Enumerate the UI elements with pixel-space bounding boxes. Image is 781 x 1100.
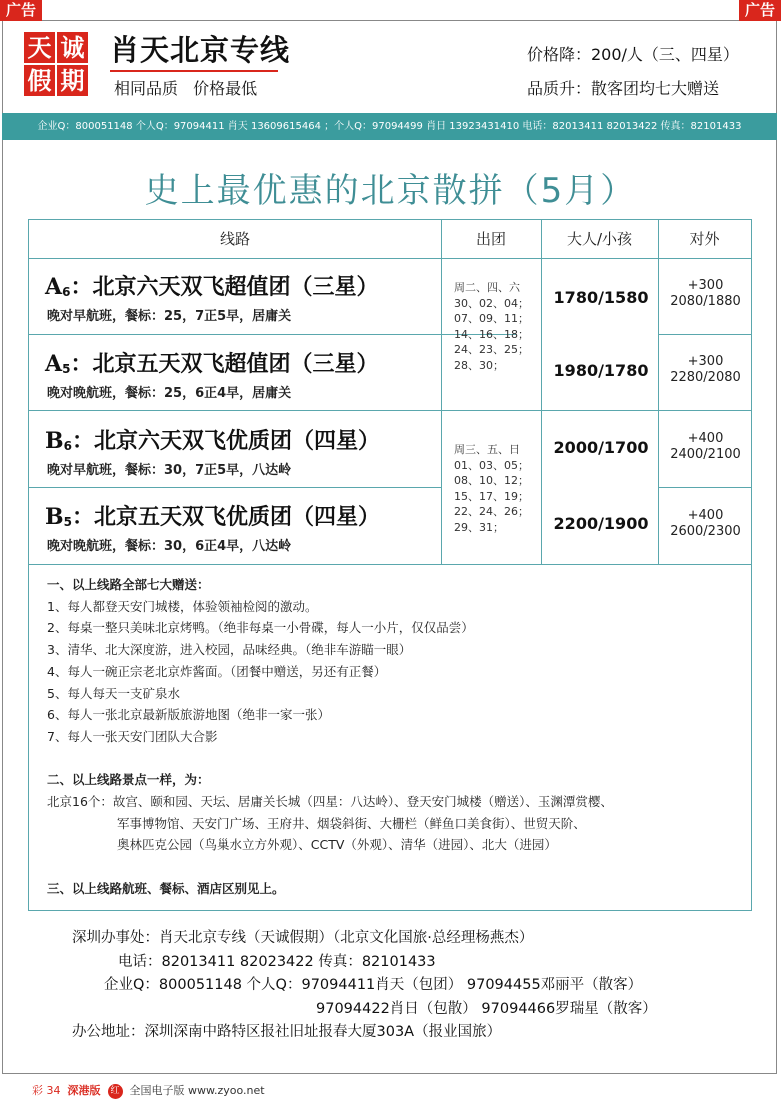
office-qq: 企业Q：800051148 个人Q：97094411肖天（包团） 97094455邓丽平（散客）	[104, 977, 643, 993]
route-name	[45, 270, 378, 301]
route-title: ：北京六天双飞超值团（三星）	[70, 275, 379, 300]
gift-heading: 一、以上线路全部七大赠送：	[47, 577, 210, 592]
table-rule	[29, 258, 751, 259]
route-code: B	[45, 428, 64, 454]
extra-surcharge: +300	[687, 278, 724, 293]
site-link[interactable]: 全国电子版 www.zyoo.net	[129, 1084, 265, 1097]
route-extra	[658, 278, 753, 310]
extra-price: 2280/2080	[670, 370, 741, 385]
office-info	[72, 927, 657, 1045]
column-header-external: 对外	[689, 230, 720, 248]
office-name: 深圳办事处：肖天北京专线（天诚假期）（北京文化国旅·总经理杨燕杰）	[72, 930, 534, 946]
column-header-route: 线路	[219, 230, 250, 248]
route-extra	[658, 431, 753, 463]
date-line: 22、24、26；	[454, 505, 529, 518]
route-notes	[47, 574, 737, 900]
date-line: 14、16、18；	[454, 327, 529, 341]
extra-price: 2600/2300	[670, 524, 741, 539]
table-rule	[29, 564, 751, 565]
date-line: 07、09、11；	[454, 312, 529, 325]
route-price: 1980/1780	[553, 361, 649, 380]
route-desc: 晚对晚航班，餐标：25，6正4早，居庸关	[47, 386, 292, 401]
route-price: 2000/1700	[553, 438, 649, 457]
date-line: 24、23、25；	[454, 343, 529, 356]
logo-char: 天	[24, 32, 55, 63]
brand-underline	[110, 70, 278, 72]
sights-line: 军事博物馆、天安门广场、王府井、烟袋斜街、大栅栏（鲜鱼口美食街）、世贸天阶、	[117, 815, 586, 831]
brand-name: 肖天北京专线	[110, 33, 291, 67]
difference-note: 三、以上线路航班、餐标、酒店区别见上。	[47, 880, 285, 896]
date-line: 周三、五、日	[454, 443, 520, 456]
table-rule	[658, 334, 751, 335]
table-rule	[658, 487, 751, 488]
date-line: 周二、四、六	[454, 281, 520, 294]
quality-info: 品质升：散客团均七大赠送	[527, 79, 720, 98]
gift-item: 4、每人一碗正宗老北京炸酱面。（团餐中赠送，另还有正餐）	[47, 663, 387, 679]
route-price: 1780/1580	[553, 288, 649, 307]
gift-item: 7、每人一张天安门团队大合影	[47, 728, 218, 744]
office-address: 办公地址：深圳深南中路特区报社旧址报春大厦303A（报业国旅）	[72, 1024, 502, 1040]
date-line: 29、31；	[454, 520, 504, 534]
route-name	[45, 500, 380, 531]
extra-surcharge: +400	[687, 508, 724, 523]
extra-price: 2400/2100	[670, 447, 741, 462]
gift-item: 3、清华、北大深度游，进入校园，品味经典。（绝非车游瞄一眼）	[47, 642, 412, 658]
route-desc: 晚对晚航班，餐标：30，6正4早，八达岭	[47, 539, 292, 554]
page-number: 彩 34	[32, 1084, 61, 1097]
route-title: ：北京五天双飞优质团（四星）	[71, 505, 380, 530]
route-code: B	[45, 504, 64, 530]
extra-surcharge: +400	[687, 431, 724, 446]
date-line: 01、03、05；	[454, 458, 529, 472]
table-rule	[541, 220, 542, 564]
departure-dates-a	[454, 280, 540, 373]
date-line: 15、17、19；	[454, 489, 529, 503]
route-title: ：北京六天双飞优质团（四星）	[71, 429, 380, 454]
date-line: 28、30；	[454, 358, 504, 372]
extra-surcharge: +300	[687, 354, 724, 369]
route-desc: 晚对早航班，餐标：30，7正5早，八达岭	[47, 463, 292, 478]
gift-item: 2、每桌一整只美味北京烤鸭。（绝非每桌一小骨碟，每人一小片，仅仅品尝）	[47, 620, 474, 636]
date-line: 08、10、12；	[454, 474, 529, 487]
brand-slogan: 相同品质 价格最低	[114, 79, 258, 98]
column-header-departure: 出团	[475, 230, 506, 248]
sights-line: 奥林匹克公园（鸟巢水立方外观）、CCTV（外观）、清华（进园）、北大（进园）	[117, 837, 557, 853]
logo-char: 期	[57, 65, 88, 96]
gift-item: 1、每人都登天安门城楼，体验领袖检阅的激动。	[47, 598, 318, 614]
route-code: A	[45, 351, 63, 377]
route-name	[45, 347, 378, 378]
brand-logo	[24, 32, 88, 96]
page-title: 史上最优惠的北京散拼（5月）	[144, 171, 637, 211]
route-code-sub: 5	[62, 362, 71, 376]
office-phone: 电话：82013411 82023422 传真：82101433	[118, 953, 436, 970]
ad-label-left: 广告	[0, 0, 42, 21]
departure-dates-b	[454, 442, 540, 535]
route-price: 2200/1900	[553, 514, 649, 533]
edition-label: 深港版	[67, 1084, 101, 1097]
gift-item: 6、每人一张北京最新版旅游地图（绝非一家一张）	[47, 707, 330, 723]
extra-price: 2080/1880	[670, 294, 741, 309]
table-rule	[29, 487, 441, 488]
column-header-price: 大人/小孩	[566, 230, 633, 248]
price-info: 价格降：200/人（三、四星）	[527, 45, 739, 64]
route-code-sub: 6	[62, 285, 71, 299]
ad-label-right: 广告	[739, 0, 781, 21]
sights-heading: 二、以上线路景点一样，为：	[47, 772, 210, 788]
page-footer	[32, 1082, 265, 1099]
table-rule	[29, 334, 516, 335]
route-code-sub: 5	[63, 515, 72, 529]
route-table	[28, 219, 752, 911]
contact-bar: 企业Q：800051148 个人Q：97094411 肖天 13609615464 ；个人Q：97094499 肖日 13923431410 电话：82013411 82013422 传真：82101433	[2, 113, 777, 140]
route-code: A	[45, 274, 63, 300]
edition-badge: 红	[108, 1084, 123, 1099]
gift-item: 5、每人每天一支矿泉水	[47, 685, 180, 701]
table-rule	[29, 410, 751, 411]
route-extra	[658, 508, 753, 540]
date-line: 30、02、04；	[454, 296, 529, 310]
table-rule	[441, 220, 442, 564]
route-name	[45, 424, 380, 455]
route-desc: 晚对早航班，餐标：25，7正5早，居庸关	[47, 309, 292, 324]
route-code-sub: 6	[63, 439, 72, 453]
office-qq-more: 97094422肖日（包散） 97094466罗瑞星（散客）	[316, 1000, 657, 1017]
logo-char: 诚	[57, 32, 88, 63]
route-title: ：北京五天双飞超值团（三星）	[70, 352, 379, 377]
sights-line: 北京16个：故宫、颐和园、天坛、居庸关长城（四星：八达岭）、登天安门城楼（赠送）、玉渊潭赏樱、	[47, 794, 613, 810]
logo-char: 假	[24, 65, 55, 96]
route-extra	[658, 354, 753, 386]
